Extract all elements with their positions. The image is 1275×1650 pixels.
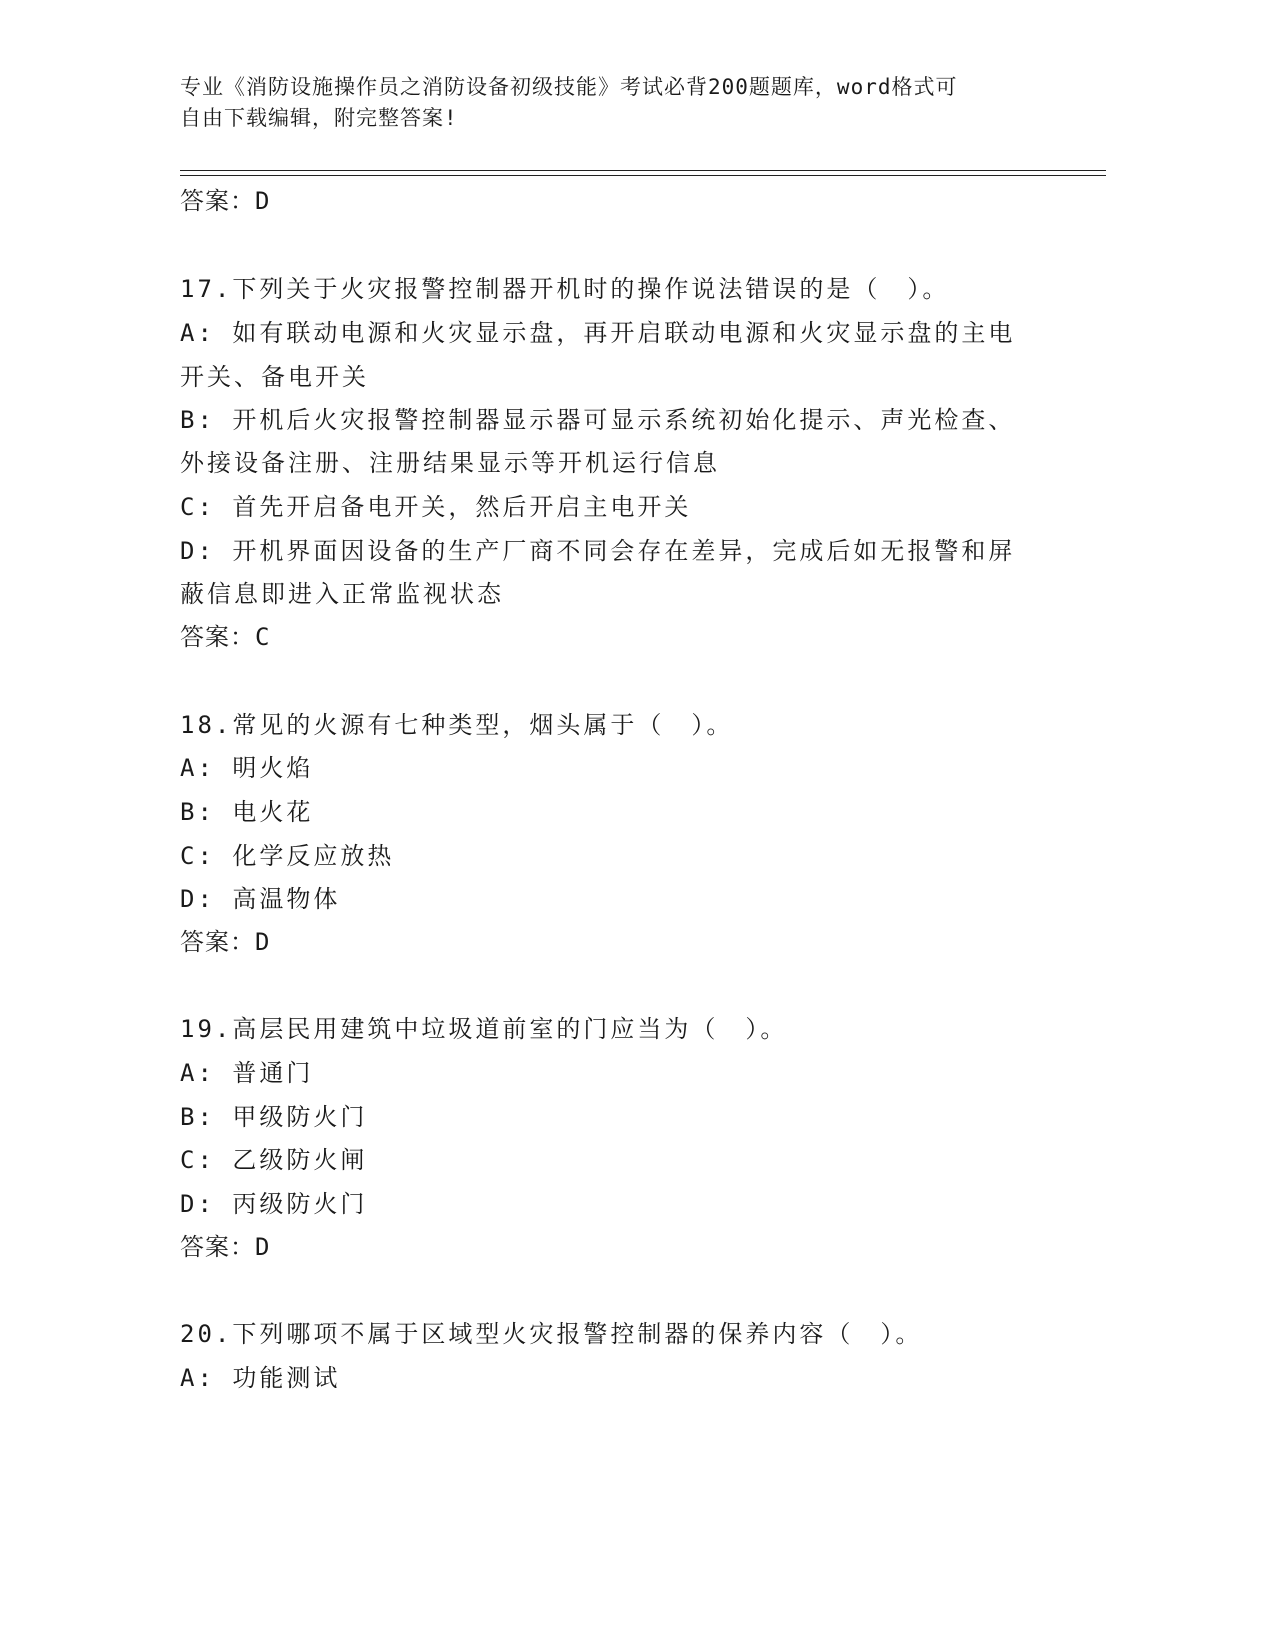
question-17-option-d-cont: 蔽信息即进入正常监视状态: [180, 580, 504, 608]
question-19-option-c: C: 乙级防火闸: [180, 1146, 368, 1174]
question-19-stem: 19.高层民用建筑中垃圾道前室的门应当为（ ）。: [180, 1015, 788, 1043]
question-19-option-a: A: 普通门: [180, 1059, 314, 1087]
question-19-answer: 答案：D: [180, 1233, 271, 1261]
question-18-answer: 答案：D: [180, 928, 271, 956]
question-18-option-d: D: 高温物体: [180, 885, 341, 913]
question-17-option-c: C: 首先开启备电开关，然后开启主电开关: [180, 493, 692, 521]
question-20-option-a: A: 功能测试: [180, 1364, 341, 1392]
question-18-option-b: B: 电火花: [180, 798, 314, 826]
question-17-option-a: A: 如有联动电源和火灾显示盘，再开启联动电源和火灾显示盘的主电: [180, 319, 1016, 347]
question-18-option-c: C: 化学反应放热: [180, 842, 395, 870]
question-17-answer: 答案：C: [180, 623, 271, 651]
previous-answer: 答案：D: [180, 187, 271, 215]
question-17-stem: 17.下列关于火灾报警控制器开机时的操作说法错误的是（ ）。: [180, 275, 950, 303]
question-19-option-d: D: 丙级防火门: [180, 1190, 368, 1218]
question-18-option-a: A: 明火焰: [180, 754, 314, 782]
header-line-2: 自由下载编辑，附完整答案!: [180, 106, 458, 130]
question-20-stem: 20.下列哪项不属于区域型火灾报警控制器的保养内容（ ）。: [180, 1320, 923, 1348]
header-rule-bottom: [180, 175, 1106, 176]
header-rule-top: [180, 170, 1106, 171]
header-line-1: 专业《消防设施操作员之消防设备初级技能》考试必背200题题库，word格式可: [180, 75, 958, 99]
document-header: [180, 72, 1040, 134]
question-18-stem: 18.常见的火源有七种类型，烟头属于（ ）。: [180, 711, 734, 739]
question-17-option-b-cont: 外接设备注册、注册结果显示等开机运行信息: [180, 449, 720, 477]
question-17-option-b: B: 开机后火灾报警控制器显示器可显示系统初始化提示、声光检查、: [180, 406, 1016, 434]
question-19-option-b: B: 甲级防火门: [180, 1103, 368, 1131]
question-17-option-d: D: 开机界面因设备的生产厂商不同会存在差异，完成后如无报警和屏: [180, 537, 1016, 565]
question-17-option-a-cont: 开关、备电开关: [180, 363, 369, 391]
